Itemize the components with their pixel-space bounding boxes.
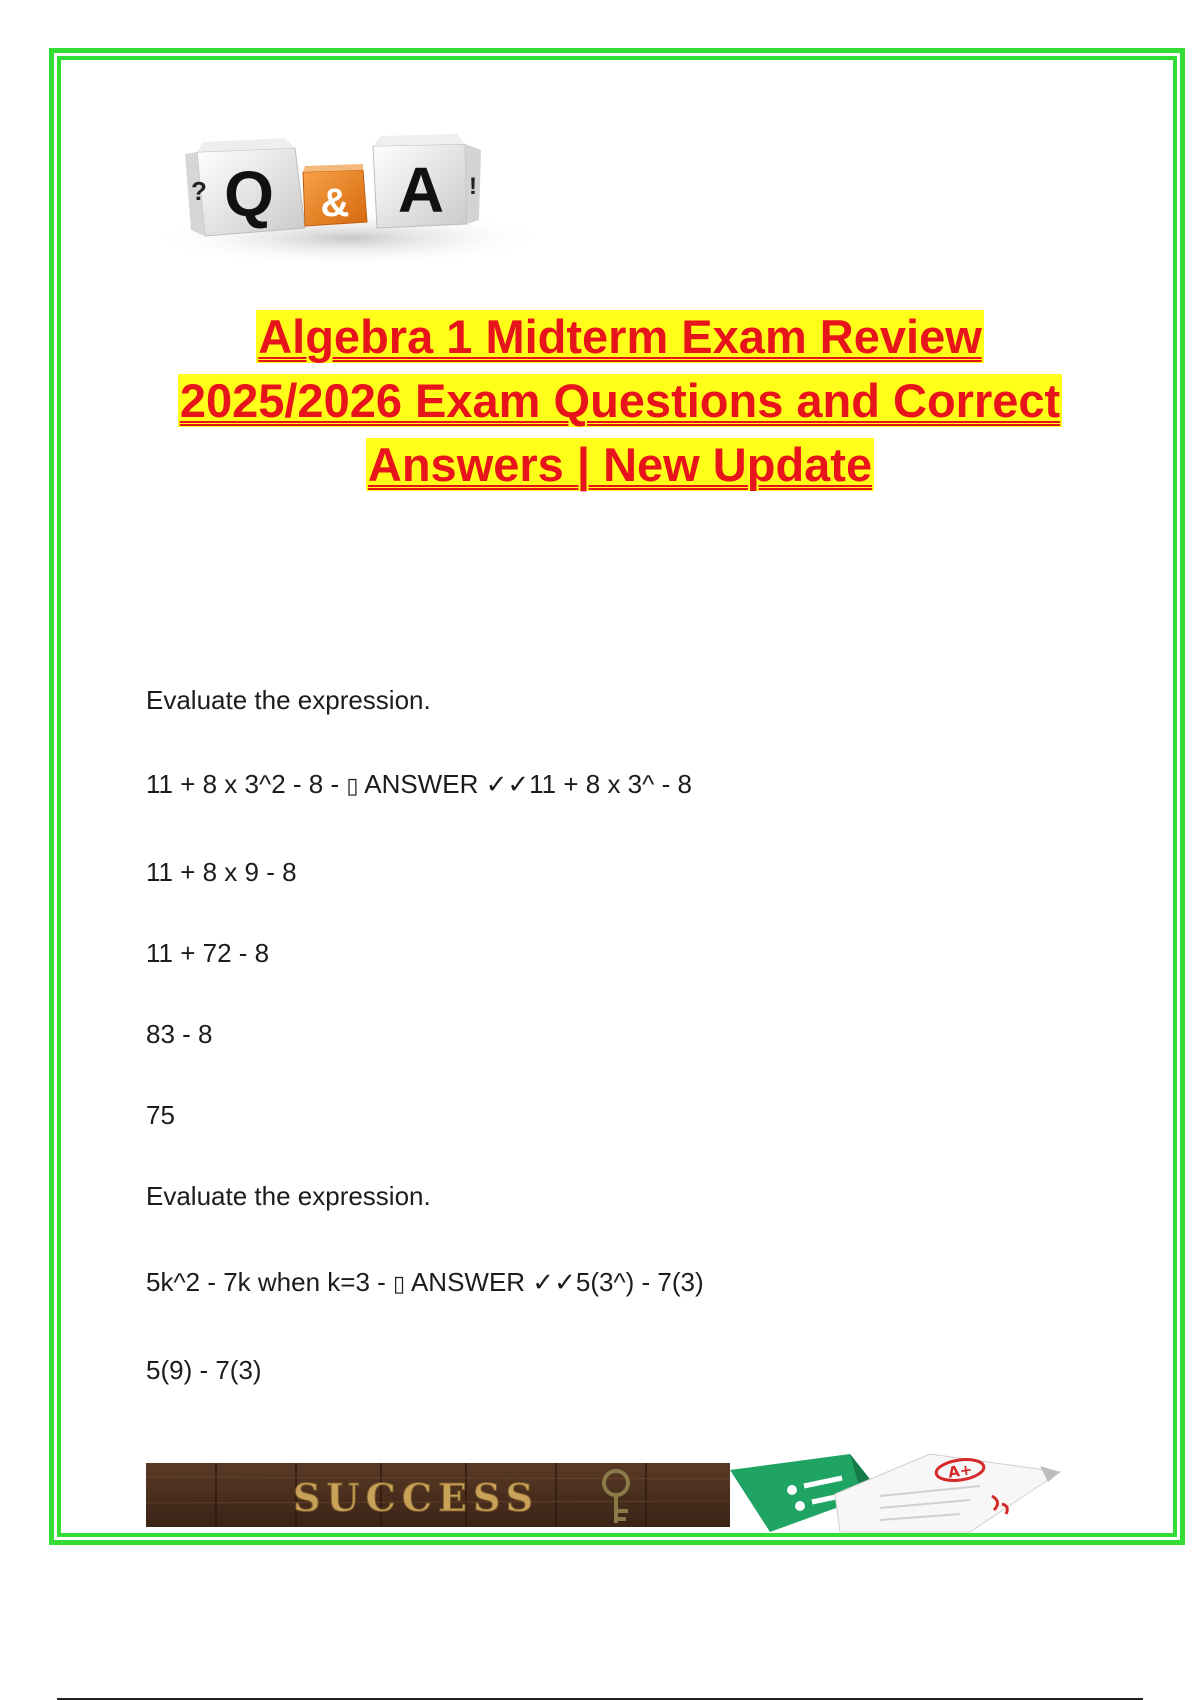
- q1-step-3: 83 - 8: [146, 1019, 213, 1049]
- checkmark-icon: ✓✓: [532, 1268, 576, 1298]
- graded-paper-icon: [730, 1452, 1070, 1536]
- answer-label: ANSWER: [358, 769, 486, 799]
- q1-question: 11 + 8 x 3^2 - 8 -: [146, 769, 347, 799]
- dice-amp-letter: &: [320, 181, 350, 225]
- q1-prompt: Evaluate the expression.: [146, 685, 431, 715]
- q1-step-2: 11 + 72 - 8: [146, 938, 270, 968]
- success-text: SUCCESS: [292, 1475, 540, 1520]
- document-title: [100, 305, 1140, 497]
- q2-question-line: [146, 1267, 704, 1300]
- svg-text:?: ?: [191, 176, 207, 206]
- answer-label: ANSWER: [405, 1267, 533, 1297]
- q2-prompt: Evaluate the expression.: [146, 1181, 431, 1211]
- q1-answer: 11 + 8 x 3^ - 8: [529, 769, 692, 799]
- dice-a-letter: A: [397, 154, 445, 226]
- dice-q: [185, 138, 305, 236]
- q2-answer: 5(3^) - 7(3): [575, 1267, 704, 1297]
- svg-text:!: !: [469, 173, 477, 200]
- title-line-2: 2025/2026 Exam Questions and Correct: [179, 374, 1061, 427]
- q1-step-4: 75: [146, 1100, 175, 1130]
- q2-question: 5k^2 - 7k when k=3 -: [146, 1267, 394, 1297]
- title-line-3: Answers | New Update: [367, 438, 873, 491]
- missing-glyph-icon: ▯: [393, 1272, 406, 1297]
- success-banner: [146, 1463, 730, 1527]
- grade-text: A+: [946, 1460, 974, 1482]
- checkmark-icon: ✓✓: [485, 770, 530, 800]
- q1-question-line: [146, 769, 692, 802]
- dice-q-letter: Q: [224, 158, 274, 230]
- q2-step-1: 5(9) - 7(3): [146, 1355, 262, 1385]
- qa-dice-logo: [145, 88, 553, 268]
- missing-glyph-icon: ▯: [346, 774, 359, 799]
- dice-ampersand: [303, 164, 367, 226]
- dice-a: [373, 134, 481, 228]
- q1-step-1: 11 + 8 x 9 - 8: [146, 857, 297, 887]
- title-line-1: Algebra 1 Midterm Exam Review: [258, 310, 982, 363]
